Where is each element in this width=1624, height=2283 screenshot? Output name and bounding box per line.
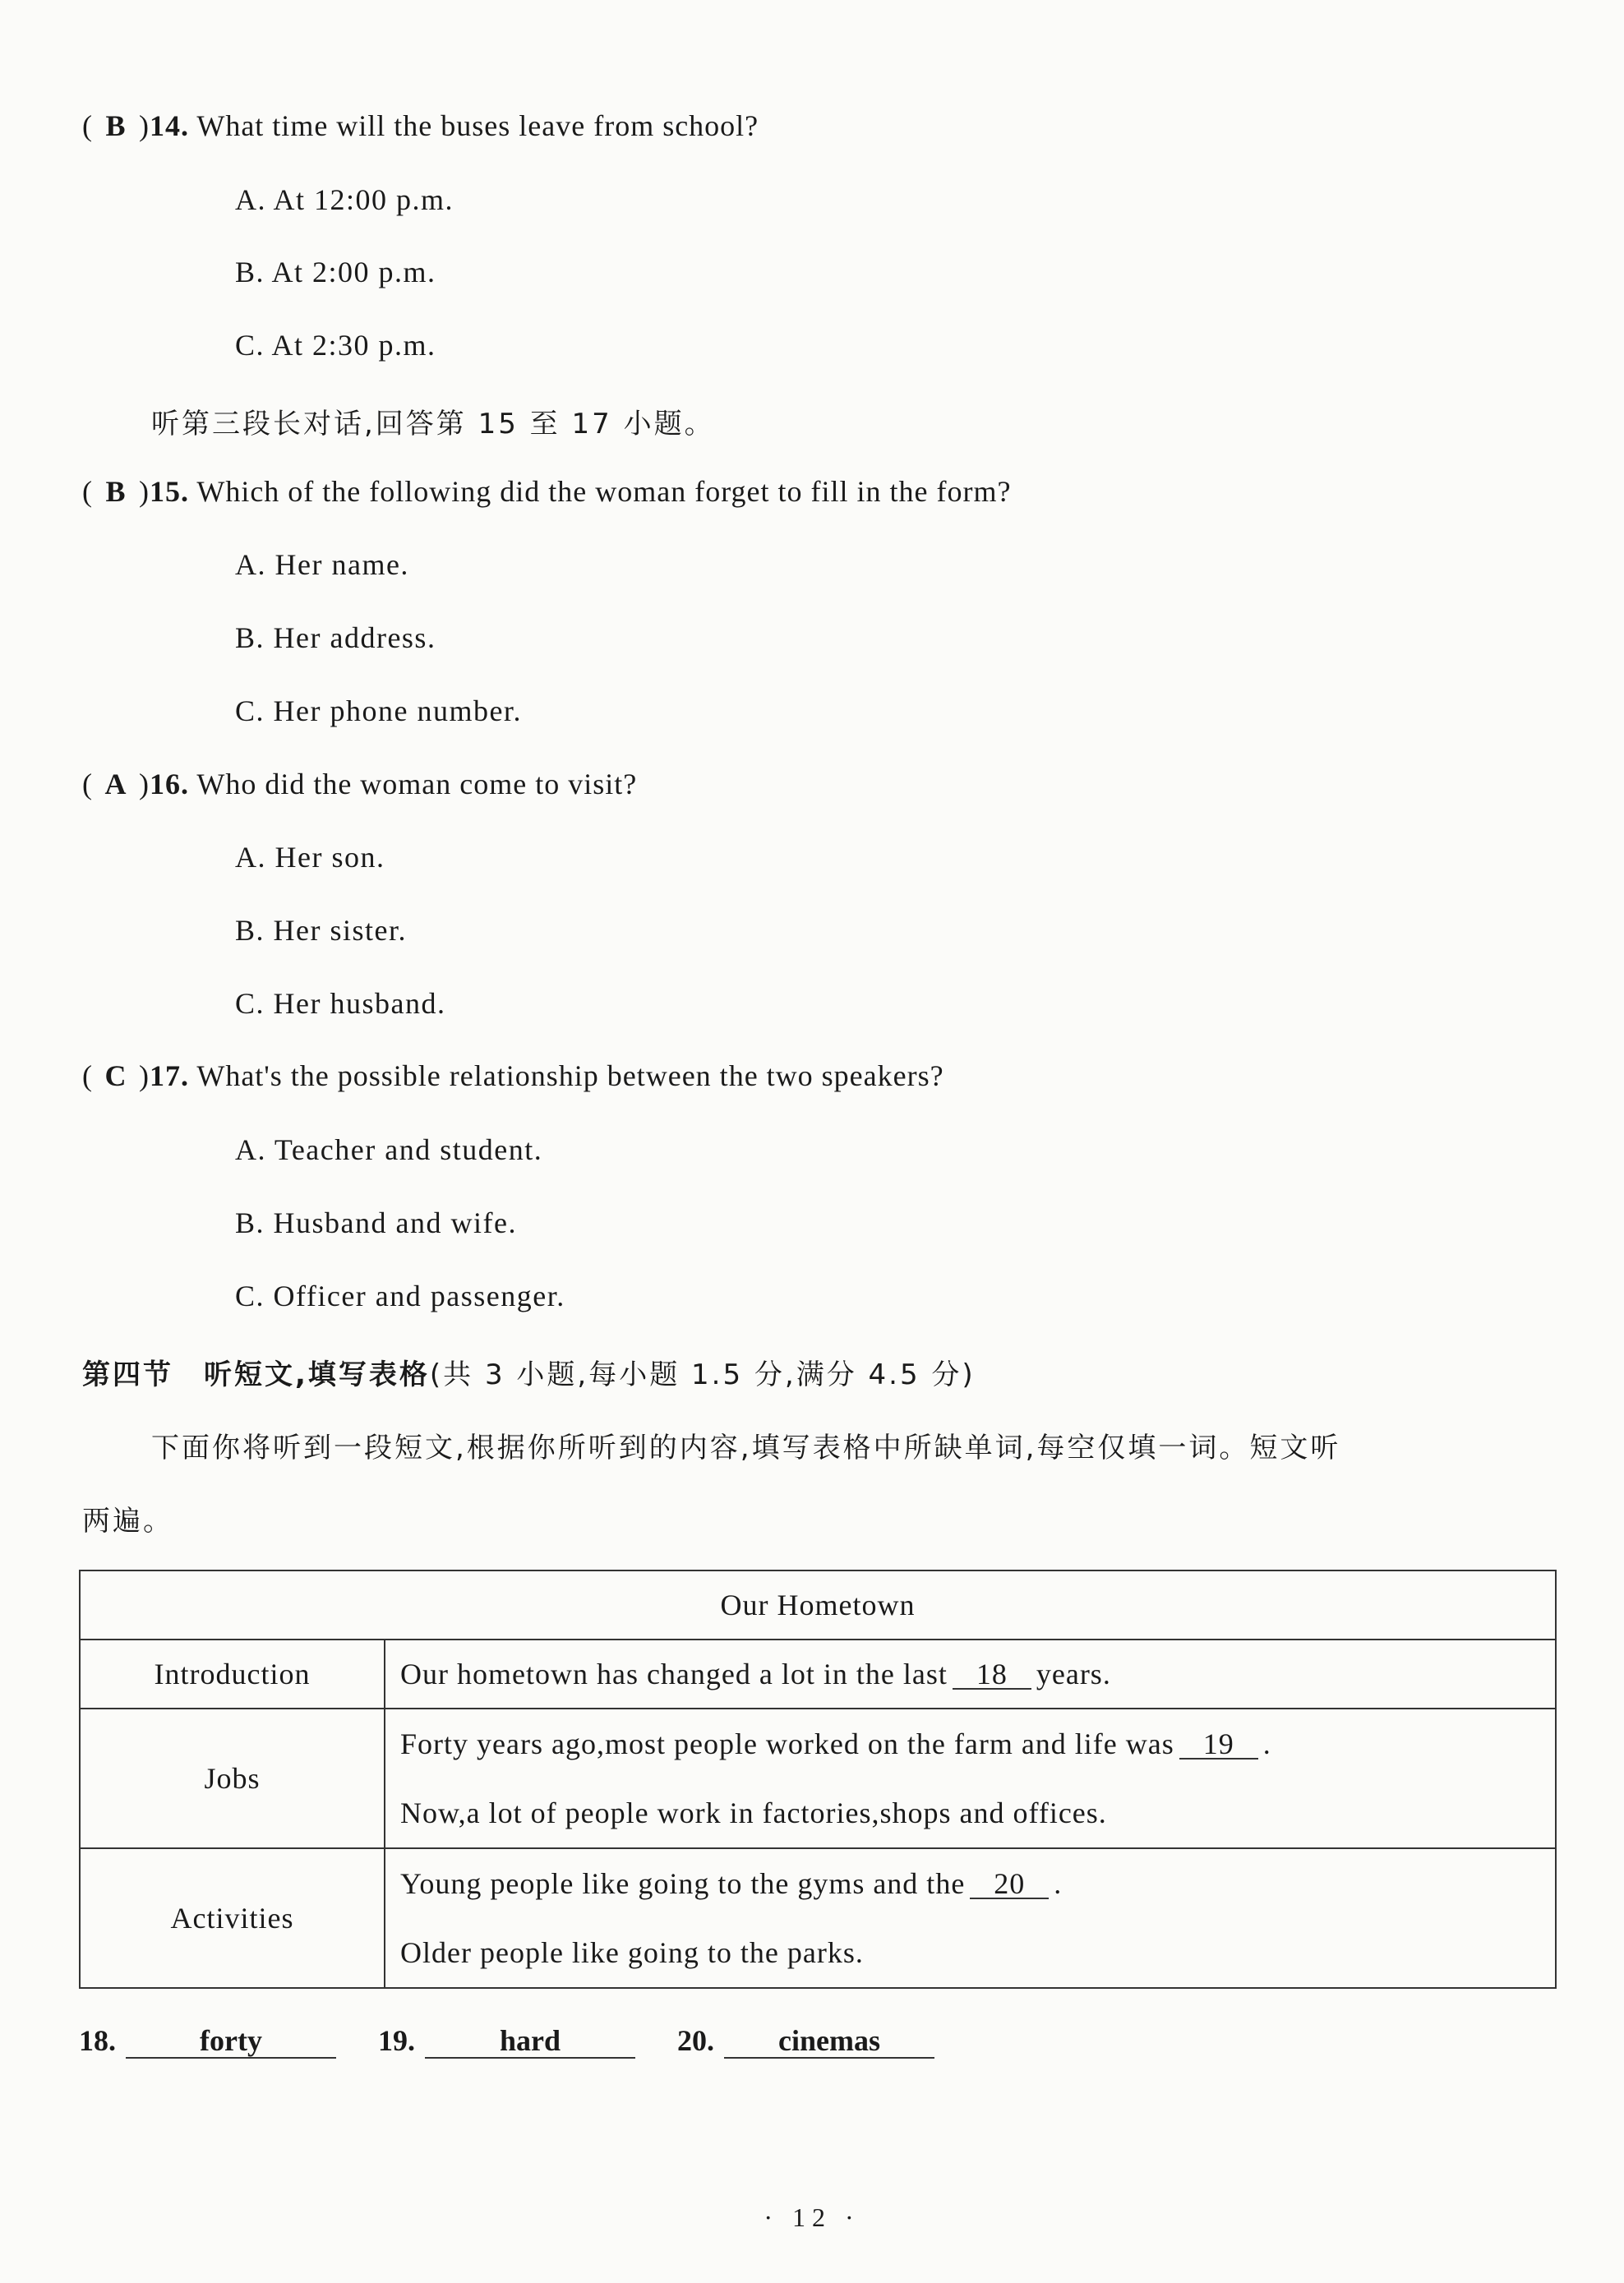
option-c: C. Officer and passenger.: [235, 1280, 565, 1312]
question-text: Which of the following did the woman forget to fill in the form?: [189, 475, 1012, 508]
jobs-line-2: Now,a lot of people work in factories,shops and offices.: [400, 1796, 1107, 1829]
paren-close: ): [139, 475, 150, 508]
question-17: [82, 1058, 944, 1093]
option-c: C. Her phone number.: [235, 694, 522, 727]
paren-close: ): [139, 768, 150, 800]
jobs-text-a: Forty years ago,most people worked on the farm and life was: [400, 1727, 1174, 1760]
activities-text-a: Young people like going to the gyms and the: [400, 1867, 966, 1900]
answer-value[interactable]: cinemas: [724, 2024, 934, 2059]
hometown-table: [79, 1570, 1557, 1989]
row-content-jobs: [385, 1709, 1556, 1848]
section-title: 第四节 听短文,填写表格: [82, 1358, 430, 1391]
option-b: B. Husband and wife.: [235, 1206, 517, 1239]
answer-18: [79, 2023, 336, 2059]
activities-text-b: .: [1054, 1867, 1063, 1900]
answer-number: 18.: [79, 2024, 116, 2057]
option-c: C. Her husband.: [235, 987, 446, 1020]
question-16: [82, 767, 637, 801]
answer-choice: A: [104, 768, 127, 800]
option-a: A. Her son.: [235, 841, 385, 874]
paren-open: (: [82, 109, 93, 142]
jobs-line-1: [400, 1709, 1540, 1778]
option-b: B. At 2:00 p.m.: [235, 256, 436, 288]
page-number: · 12 ·: [764, 2202, 860, 2232]
section-4-instruction-line2: 两遍。: [82, 1505, 173, 1538]
answer-number: 19.: [378, 2024, 415, 2057]
row-label-activities: Activities: [80, 1848, 385, 1988]
option-b: B. Her sister.: [235, 914, 407, 947]
activities-line-1: [400, 1849, 1540, 1918]
question-text: What time will the buses leave from school?: [189, 109, 759, 142]
option-a: A. At 12:00 p.m.: [235, 183, 454, 216]
section-score-note: (共 3 小题,每小题 1.5 分,满分 4.5 分): [429, 1358, 976, 1391]
section-4-heading: [82, 1352, 976, 1392]
paren-open: (: [82, 768, 93, 800]
row-content-activities: [385, 1848, 1556, 1988]
question-number: 15.: [150, 475, 189, 508]
blank-20[interactable]: 20: [970, 1870, 1049, 1899]
row-label-introduction: Introduction: [80, 1640, 385, 1709]
paren-open: (: [82, 475, 93, 508]
question-text: What's the possible relationship between the two speakers?: [189, 1059, 944, 1092]
answer-value[interactable]: forty: [126, 2024, 336, 2059]
question-number: 16.: [150, 768, 189, 800]
answer-choice: B: [105, 475, 127, 508]
activities-line-2: Older people like going to the parks.: [400, 1936, 864, 1969]
blank-19[interactable]: 19: [1179, 1730, 1258, 1760]
table-title: Our Hometown: [80, 1570, 1556, 1640]
blank-18[interactable]: 18: [953, 1660, 1031, 1690]
paren-close: ): [139, 1059, 150, 1092]
intro-text-a: Our hometown has changed a lot in the last: [400, 1658, 948, 1690]
row-label-jobs: Jobs: [80, 1709, 385, 1848]
answer-19: [378, 2023, 635, 2059]
option-a: A. Her name.: [235, 548, 409, 581]
instruction-15-17: 听第三段长对话,回答第 15 至 17 小题。: [151, 408, 715, 440]
question-number: 14.: [150, 109, 189, 142]
option-b: B. Her address.: [235, 621, 436, 654]
answer-choice: B: [105, 109, 127, 142]
option-a: A. Teacher and student.: [235, 1133, 543, 1166]
answer-choice: C: [104, 1059, 127, 1092]
jobs-text-b: .: [1262, 1727, 1271, 1760]
intro-text-b: years.: [1036, 1658, 1111, 1690]
question-15: [82, 474, 1011, 509]
row-content-introduction: [385, 1640, 1556, 1709]
question-14: [82, 108, 759, 143]
answer-20: [677, 2023, 934, 2059]
option-c: C. At 2:30 p.m.: [235, 329, 436, 362]
question-text: Who did the woman come to visit?: [189, 768, 638, 800]
paren-close: ): [139, 109, 150, 142]
answer-value[interactable]: hard: [425, 2024, 635, 2059]
answer-number: 20.: [677, 2024, 714, 2057]
paren-open: (: [82, 1059, 93, 1092]
question-number: 17.: [150, 1059, 189, 1092]
section-4-instruction-line1: 下面你将听到一段短文,根据你所听到的内容,填写表格中所缺单词,每空仅填一词。短文听: [151, 1432, 1341, 1464]
